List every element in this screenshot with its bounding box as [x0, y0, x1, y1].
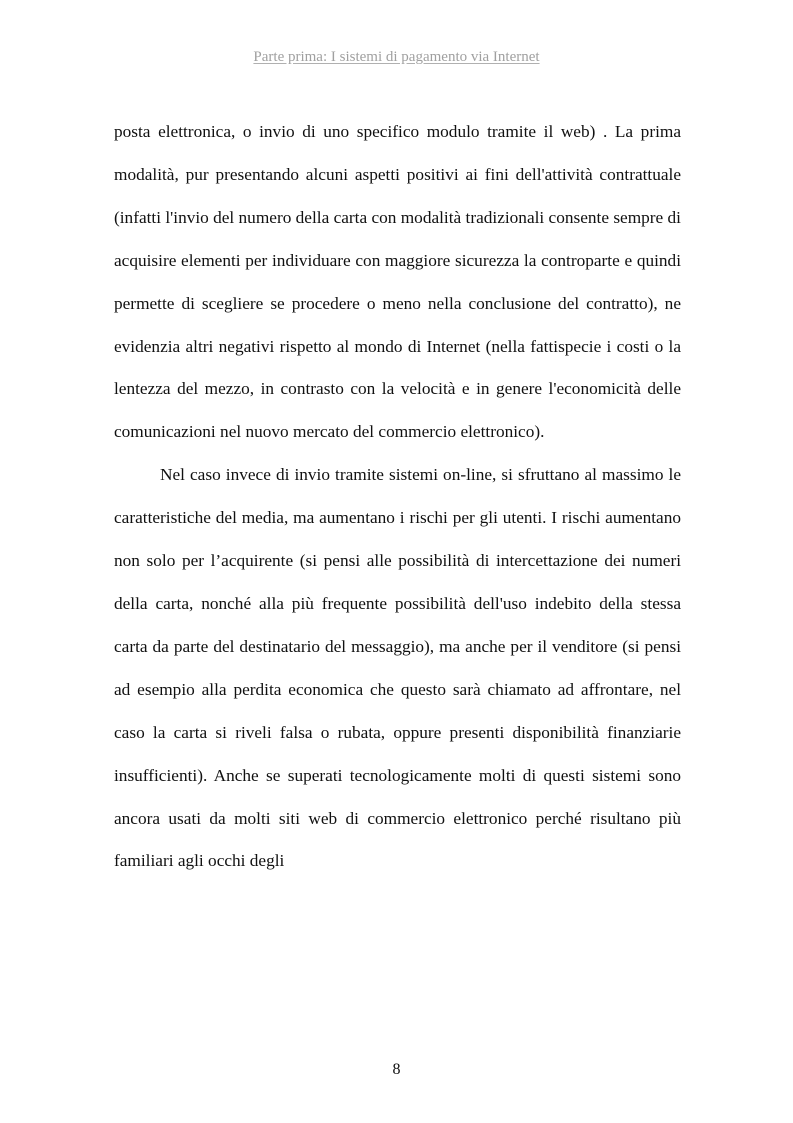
paragraph-continuation: posta elettronica, o invio di uno specifico modulo tramite il web) . La prima modalità, pur presentando alcuni aspetti positivi ai fini dell'attività contrattuale (infatti l'invio del numero della carta con modalità tradizionali consente sempre di acquisire elementi per individuare con maggiore sicurezza la controparte e quindi permette di scegliere se procedere o meno nella conclusione del contratto), ne evidenzia altri negativi rispetto al mondo di Internet (nella fattispecie i costi o la lentezza del mezzo, in contrasto con la velocità e in genere l'economicità delle comunicazioni nel nuovo mercato del commercio elettronico). — [114, 122, 681, 442]
body-text — [114, 111, 681, 883]
paragraph-online-systems: Nel caso invece di invio tramite sistemi on-line, si sfruttano al massimo le caratteristiche del media, ma aumentano i rischi per gli utenti. I rischi aumentano non solo per l’acquirente (si pensi alle possibilità di intercettazione dei numeri della carta, nonché alla più frequente possibilità dell'uso indebito della stessa carta da parte del destinatario del messaggio), ma anche per il venditore (si pensi ad esempio alla perdita economica che questo sarà chiamato ad affrontare, nel caso la carta si riveli falsa o rubata, oppure presenti disponibilità finanziarie insufficienti). Anche se superati tecnologicamente molti di questi sistemi sono ancora usati da molti siti web di commercio elettronico perché risultano più familiari agli occhi degli — [114, 465, 681, 871]
page-number: 8 — [392, 1061, 401, 1078]
running-header: Parte prima: I sistemi di pagamento via Internet — [253, 49, 540, 65]
